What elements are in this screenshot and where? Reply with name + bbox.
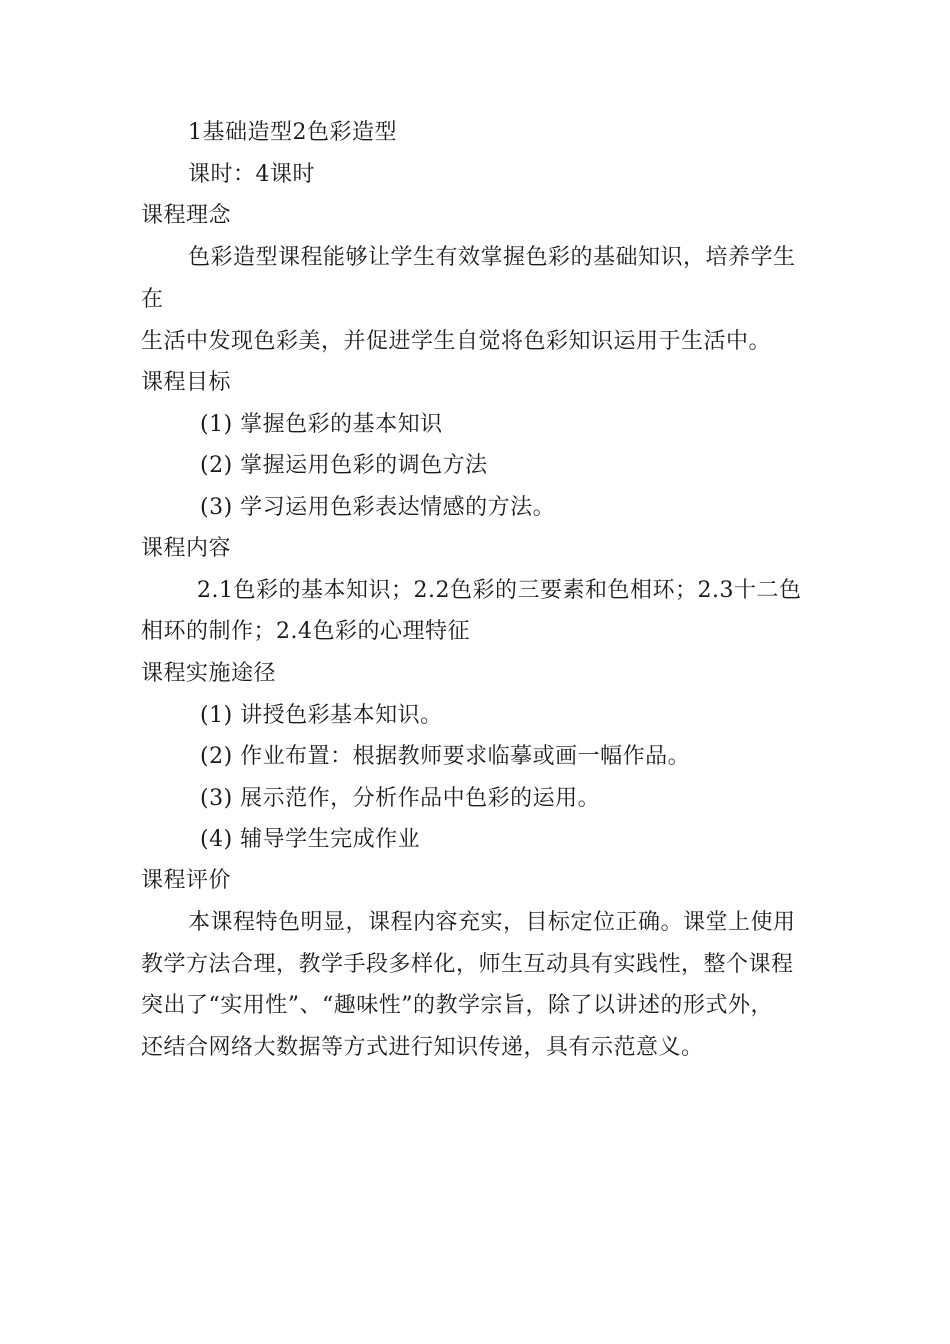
- section-heading-implementation: 课程实施途径: [141, 661, 277, 686]
- implementation-item-4: (4) 辅导学生完成作业: [200, 827, 421, 852]
- philosophy-paragraph-line-1: 色彩造型课程能够让学生有效掌握色彩的基础知识，培养学生: [188, 245, 796, 270]
- evaluation-line-3: 突出了“实用性”、“趣味性”的教学宗旨，除了以讲述的形式外，: [141, 993, 773, 1018]
- philosophy-paragraph-line-2: 在: [141, 287, 164, 312]
- implementation-item-2: (2) 作业布置：根据教师要求临摹或画一幅作品。: [200, 744, 691, 769]
- philosophy-paragraph-line-3: 生活中发现色彩美，并促进学生自觉将色彩知识运用于生活中。: [141, 329, 772, 354]
- evaluation-line-4: 还结合网络大数据等方式进行知识传递，具有示范意义。: [141, 1035, 704, 1060]
- section-heading-philosophy: 课程理念: [141, 203, 232, 228]
- goal-item-2: (2) 掌握运用色彩的调色方法: [200, 453, 488, 478]
- evaluation-line-2: 教学方法合理，教学手段多样化，师生互动具有实践性，整个课程: [141, 952, 794, 977]
- intro-line-2: 课时：4课时: [188, 162, 315, 187]
- section-heading-goals: 课程目标: [141, 370, 232, 395]
- implementation-item-3: (3) 展示范作，分析作品中色彩的运用。: [200, 786, 601, 811]
- goal-item-1: (1) 掌握色彩的基本知识: [200, 412, 443, 437]
- intro-line-1: 1基础造型2色彩造型: [188, 120, 397, 145]
- evaluation-line-1: 本课程特色明显，课程内容充实，目标定位正确。课堂上使用: [188, 910, 796, 935]
- content-line-2: 相环的制作；2.4色彩的心理特征: [141, 619, 470, 644]
- implementation-item-1: (1) 讲授色彩基本知识。: [200, 703, 443, 728]
- content-line-1: 2.1色彩的基本知识；2.2色彩的三要素和色相环；2.3十二色: [197, 578, 802, 603]
- goal-item-3: (3) 学习运用色彩表达情感的方法。: [200, 495, 556, 520]
- section-heading-evaluation: 课程评价: [141, 868, 232, 893]
- section-heading-content: 课程内容: [141, 536, 232, 561]
